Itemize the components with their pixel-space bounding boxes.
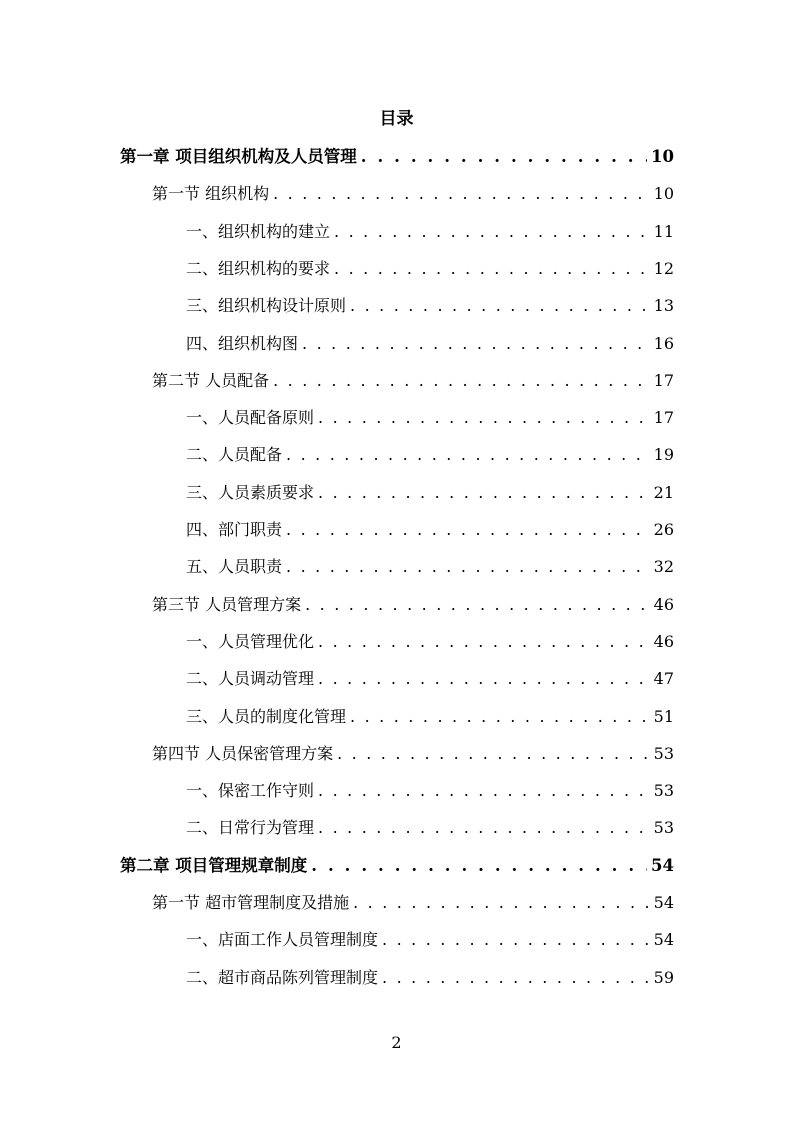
- toc-entry-page: 53: [653, 781, 674, 801]
- toc-entry-level-1[interactable]: [120, 145, 674, 169]
- dot-leader: [334, 257, 650, 281]
- toc-entry-level-3[interactable]: [186, 406, 674, 430]
- toc-entry-level-3[interactable]: [186, 518, 674, 542]
- dot-leader: [286, 443, 650, 467]
- dot-leader: [350, 705, 650, 729]
- toc-entry-page: 59: [653, 967, 674, 987]
- toc-entry-level-2[interactable]: [152, 182, 674, 206]
- dot-leader: [318, 481, 650, 505]
- toc-entry-level-2[interactable]: [152, 742, 674, 766]
- toc-entry-level-3[interactable]: [186, 966, 674, 990]
- toc-entry-page: 54: [653, 893, 674, 912]
- toc-entry-label: 一、保密工作守则: [186, 781, 315, 801]
- toc-entry-page: 47: [653, 669, 674, 689]
- toc-entry-level-3[interactable]: [186, 705, 674, 729]
- dot-leader: [318, 630, 650, 654]
- toc-entry-label: 第二节 人员配备: [152, 370, 270, 390]
- toc-entry-label: 三、人员素质要求: [186, 482, 315, 502]
- toc-entry-label: 三、组织机构设计原则: [186, 296, 347, 316]
- toc-entry-page: 11: [653, 221, 674, 241]
- toc-entry-page: 32: [653, 557, 674, 577]
- toc-entry-page: 21: [653, 482, 674, 502]
- dot-leader: [311, 854, 647, 878]
- toc-entry-page: 10: [651, 147, 674, 166]
- toc-entry-label: 三、人员的制度化管理: [186, 706, 347, 726]
- dot-leader: [318, 816, 650, 840]
- toc-entry-label: 二、超市商品陈列管理制度: [186, 967, 379, 987]
- toc-entry-page: 46: [653, 594, 674, 614]
- toc-entry-page: 53: [653, 743, 674, 763]
- dot-leader: [382, 928, 650, 952]
- toc-entry-level-1[interactable]: [120, 854, 674, 878]
- toc-entry-page: 19: [653, 445, 674, 465]
- toc-entry-level-3[interactable]: [186, 555, 674, 579]
- toc-entry-page: 26: [653, 520, 674, 539]
- dot-leader: [353, 891, 650, 915]
- toc-entry-page: 54: [653, 930, 674, 950]
- toc-entry-label: 二、人员配备: [186, 445, 283, 465]
- toc-entry-page: 53: [653, 818, 674, 838]
- toc-entry-level-3[interactable]: [186, 481, 674, 505]
- dot-leader: [350, 294, 650, 318]
- toc-entry-label: 四、部门职责: [186, 520, 283, 539]
- toc-entry-label: 第三节 人员管理方案: [152, 594, 302, 614]
- toc-entry-level-3[interactable]: [186, 332, 674, 356]
- toc-entry-page: 16: [653, 333, 674, 353]
- toc-entry-label: 四、组织机构图: [186, 333, 299, 353]
- toc-entry-page: 10: [653, 184, 674, 204]
- toc-entry-label: 第一章 项目组织机构及人员管理: [120, 147, 357, 166]
- toc-entry-label: 第一节 超市管理制度及措施: [152, 893, 350, 912]
- page-number: 2: [391, 1033, 402, 1052]
- toc-entry-label: 第一节 组织机构: [152, 184, 270, 204]
- toc-entry-label: 二、日常行为管理: [186, 818, 315, 838]
- toc-entry-level-2[interactable]: [152, 891, 674, 915]
- toc-entry-level-2[interactable]: [152, 593, 674, 617]
- dot-leader: [286, 555, 650, 579]
- toc-entry-level-3[interactable]: [186, 928, 674, 952]
- toc-entry-level-3[interactable]: [186, 816, 674, 840]
- toc-entry-level-3[interactable]: [186, 294, 674, 318]
- toc-entry-level-2[interactable]: [152, 369, 674, 393]
- dot-leader: [382, 966, 650, 990]
- toc-entry-level-3[interactable]: [186, 257, 674, 281]
- toc-entry-page: 54: [651, 855, 674, 875]
- toc-entry-label: 第四节 人员保密管理方案: [152, 743, 334, 763]
- dot-leader: [337, 742, 650, 766]
- dot-leader: [334, 220, 650, 244]
- toc-entry-label: 二、人员调动管理: [186, 669, 315, 689]
- toc-entry-level-3[interactable]: [186, 667, 674, 691]
- toc-entry-level-3[interactable]: [186, 220, 674, 244]
- dot-leader: [273, 369, 650, 393]
- toc-entry-level-3[interactable]: [186, 630, 674, 654]
- toc-title: 目录: [379, 109, 414, 129]
- dot-leader: [318, 779, 650, 803]
- toc-entry-label: 一、人员管理优化: [186, 631, 315, 651]
- dot-leader: [302, 332, 650, 356]
- dot-leader: [305, 593, 650, 617]
- toc-entry-label: 一、人员配备原则: [186, 408, 315, 428]
- toc-entry-page: 46: [653, 631, 674, 651]
- toc-entry-level-3[interactable]: [186, 779, 674, 803]
- toc-entry-label: 一、店面工作人员管理制度: [186, 930, 379, 950]
- toc-entry-label: 一、组织机构的建立: [186, 221, 331, 241]
- toc-entry-label: 二、组织机构的要求: [186, 258, 331, 278]
- toc-entry-page: 51: [653, 706, 674, 726]
- toc-entry-level-3[interactable]: [186, 443, 674, 467]
- toc-entry-label: 五、人员职责: [186, 557, 283, 577]
- toc-entry-page: 13: [653, 296, 674, 316]
- dot-leader: [318, 667, 650, 691]
- dot-leader: [361, 145, 647, 169]
- toc-entry-page: 12: [653, 258, 674, 278]
- dot-leader: [286, 518, 650, 542]
- toc-entry-page: 17: [653, 370, 674, 390]
- toc-entry-page: 17: [653, 408, 674, 428]
- dot-leader: [318, 406, 650, 430]
- toc-entry-label: 第二章 项目管理规章制度: [120, 855, 308, 875]
- dot-leader: [273, 182, 650, 206]
